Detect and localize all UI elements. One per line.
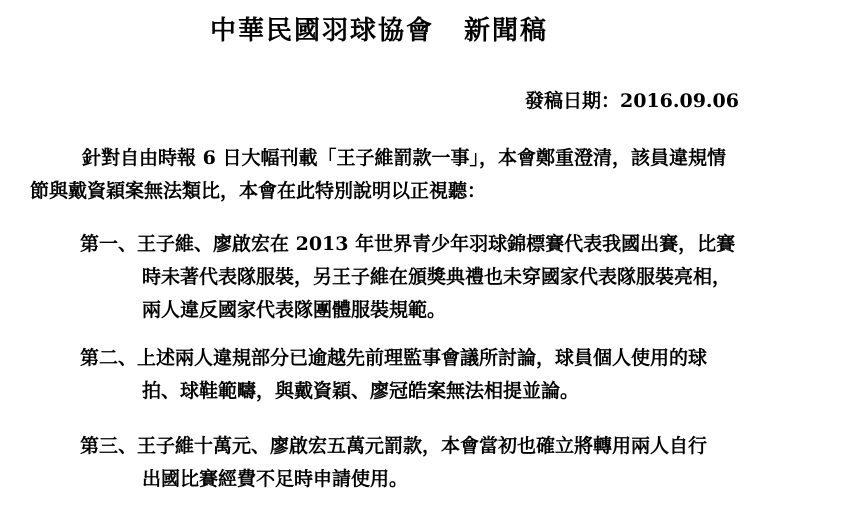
clause-1-label: 第一、 (80, 233, 138, 255)
intro-line-1: 針對自由時報 6 日大幅刊載「王子維罰款一事」，本會鄭重澄清，該員違規情 (82, 147, 726, 169)
clause-2-line-2: 拍、球鞋範疇，與戴資穎、廖冠皓案無法相提並論。 (142, 380, 580, 402)
intro-line-2: 節與戴資穎案無法類比，本會在此特別說明以正視聽： (30, 180, 487, 202)
document-title (210, 10, 548, 47)
clause-3-text (137, 430, 707, 496)
clause-2-text (137, 342, 707, 408)
clause-2-label: 第二、 (80, 347, 138, 369)
release-date: 發稿日期：2016.09.06 (525, 90, 739, 112)
clause-1-text (137, 228, 735, 327)
clause-1-line-1: 王子維、廖啟宏在 2013 年世界青少年羽球錦標賽代表我國出賽，比賽 (137, 233, 736, 255)
document-type: 新聞稿 (464, 16, 549, 46)
clause-1-line-2: 時未著代表隊服裝，另王子維在頒獎典禮也未穿國家代表隊服裝亮相， (142, 266, 732, 288)
clause-3-line-2: 出國比賽經費不足時申請使用。 (142, 468, 409, 490)
organization-name: 中華民國羽球協會 (210, 16, 435, 46)
clause-3-label: 第三、 (80, 435, 138, 457)
clause-2-line-1: 上述兩人違規部分已逾越先前理監事會議所討論，球員個人使用的球 (137, 347, 708, 369)
intro-paragraph (30, 142, 747, 208)
clause-3-line-1: 王子維十萬元、廖啟宏五萬元罰款，本會當初也確立將轉用兩人自行 (137, 435, 708, 457)
clause-1-line-3: 兩人違反國家代表隊團體服裝規範。 (142, 299, 447, 321)
